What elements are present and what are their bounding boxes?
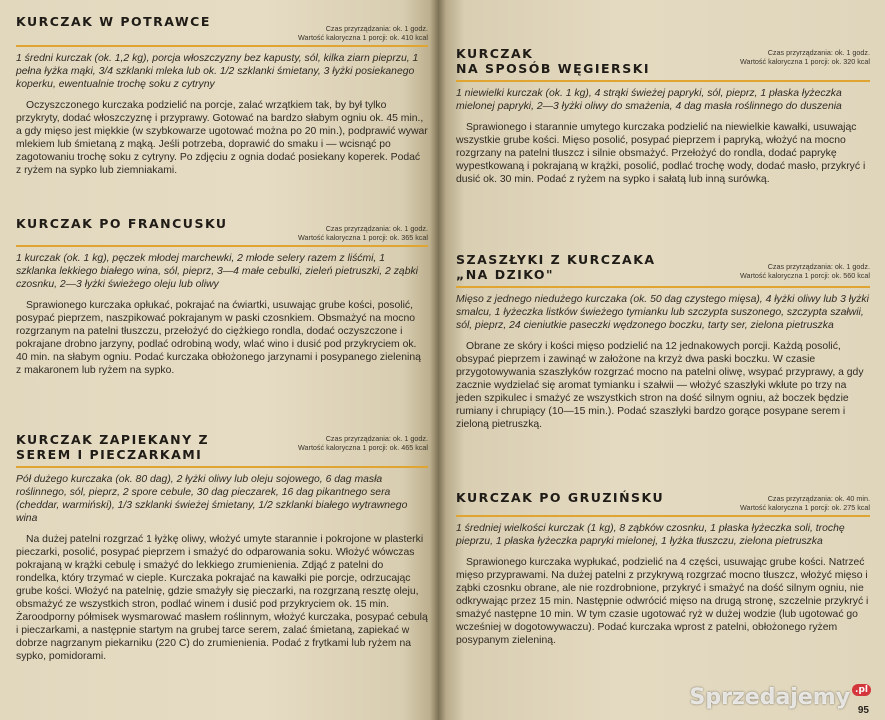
accent-rule [16, 45, 428, 47]
accent-rule [16, 245, 428, 247]
instructions: Oczyszczonego kurczaka podzielić na porcje, zalać wrzątkiem tak, by był tylko przykryty, dodać włoszczyznę i przyprawy. Gotować na bardzo słabym ogniu ok. 45 min., a gdy mięso jest miękkie (w szybkowarze ugotować można po 20 min.), podprawić wywar mlekiem lub śmietaną z mąką. Jeśli potrzeba, doprawić do smaku i — wcisnąć po zagotowaniu trochę soku z cytryny. Po zdjęciu z ognia dodać posiekany koperek. Podać z ryżem na sypko lub ziemniakami. [16, 100, 428, 176]
watermark-logo: Sprzedajemy $^{.pl}$ [690, 685, 871, 710]
recipe-meta: Czas przyrządzania: ok. 1 godz. Wartość kaloryczna 1 porcji: ok. 410 kcal [298, 24, 428, 42]
recipe-meta: Czas przyrządzania: ok. 1 godz. Wartość kaloryczna 1 porcji: ok. 320 kcal [740, 48, 870, 66]
recipe-meta: Czas przyrządzania: ok. 1 godz. Wartość kaloryczna 1 porcji: ok. 465 kcal [298, 434, 428, 452]
recipe-kurczak-zapiekany [16, 432, 428, 663]
recipe-meta: Czas przyrządzania: ok. 1 godz. Wartość kaloryczna 1 porcji: ok. 560 kcal [740, 262, 870, 280]
recipe-title: KURCZAK NA SPOSÓB WĘGIERSKI [456, 46, 651, 76]
instructions: Sprawionego kurczaka opłukać, pokrajać na ćwiartki, usuwając grube kości, posolić, posypać pieprzem, naszpikować pokrajanym w paski czosnkiem. Obsmażyć na mocno rozgrzanym na patelni tłuszczu, przełożyć do ciężkiego rondla, dodać oczyszczone i pokrajane drobno jarzyny, podlać odrobiną wody, wlać wino i dusić pod przykryciem ok. 40 min. na słabym ogniu. Podać kurczaka obłożonego jarzynami i posypanego zieleniną z makaronem lub ryżem na sypko. [16, 300, 421, 376]
left-page [0, 0, 438, 720]
instructions: Na dużej patelni rozgrzać 1 łyżkę oliwy, włożyć umyte starannie i pokrojone w plasterki pieczarki, posolić, posypać pieprzem i smażyć do odparowania soku. Włożyć wówczas pokrajaną w krążki cebulę i smażyć do lekkiego zrumienienia. Zdjąć z patelni do rondelka, który trzymać w cieple. Kurczaka pokrajać na kawałki pie porcje, odrzucając grube kości. Włożyć na patelnię, gdzie smażyły się pieczarki, na rozgrzaną resztę oleju, obsmażyć ze wszystkich stron, podlać winem i dusić pod przykryciem ok. 15 min. Żaroodporny półmisek wysmarować masłem roślinnym, włożyć kurczaka, posypać cebulą i pieczarkami, a następnie startym na grubej tarce serem, zalać śmietaną, zapiekać w dobrze nagrzanym piekarniku (220 C) do zrumienienia. Podać z frytkami lub ryżem na sypko, pomidorami. [16, 534, 428, 662]
recipe-kurczak-na-sposob-wegierski [456, 46, 870, 186]
recipe-title: SZASZŁYKI Z KURCZAKA „NA DZIKO" [456, 252, 656, 282]
page-number: 95 [857, 705, 869, 716]
ingredients: Pół dużego kurczaka (ok. 80 dag), 2 łyżki oliwy lub oleju sojowego, 6 dag masła roślinnego, sól, pieprz, 2 spore cebule, 30 dag pieczarek, 16 dag pikantnego sera (cheddar, warmiński), 1/3 szklanki świeżej śmietany, 1/2 szklanki białego wytrawnego wina [16, 474, 408, 524]
ingredients: 1 średniej wielkości kurczak (1 kg), 8 ząbków czosnku, 1 płaska łyżeczka soli, trochę pieprzu, 1 płaska łyżeczka papryki mielonej, 1 łyżka tłuszczu, zielona pietruszka [456, 523, 845, 547]
recipe-title: KURCZAK PO GRUZIŃSKU [456, 490, 665, 505]
instructions: Sprawionego kurczaka wypłukać, podzielić na 4 części, usuwając grube kości. Natrzeć mięso przyprawami. Na dużej patelni z przykrywą rozgrzać mocno tłuszcz, włożyć mięso i ząbki czosnku obrane, ale nie rozdrobnione, przykryć i smażyć na dość silnym ogniu, nie odkrywając przez 15 min. Następnie odwrócić mięso na drugą stronę, szczelnie przykryć i smażyć następne 10 min. W tym czasie ugotować ryż w dużej wodzie (lub ugotować go wcześniej w dogotowywaczu). Podać kurczaka wprost z patelni, obłożonego ryżem posypanym zieleniną. [456, 557, 869, 646]
accent-rule [16, 466, 428, 468]
recipe-title: KURCZAK PO FRANCUSKU [16, 216, 228, 231]
recipe-kurczak-po-francusku [16, 216, 428, 377]
recipe-title: KURCZAK ZAPIEKANY Z SEREM I PIECZARKAMI [16, 432, 210, 462]
right-page [438, 0, 885, 720]
ingredients: Mięso z jednego niedużego kurczaka (ok. 50 dag czystego mięsa), 4 łyżki oliwy lub 3 łyżki smalcu, 1 łyżeczka listków świeżego tymianku lub szczypta suszonego, szczypta szałwii, sól, pieprz, 24 cieniutkie paseczki wędzonego boczku, tarty ser, zielona pietruszka [456, 294, 869, 331]
accent-rule [456, 515, 870, 517]
recipe-meta: Czas przyrządzania: ok. 1 godz. Wartość kaloryczna 1 porcji: ok. 365 kcal [298, 224, 428, 242]
book-gutter [430, 0, 446, 720]
instructions: Obrane ze skóry i kości mięso podzielić na 12 jednakowych porcji. Każdą posolić, obsypać pieprzem i zawinąć w założone na krzyż dwa paski boczku. W czasie przygotowywania szaszłyków rozgrzać mocno na patelni oliwę, wsypać przyprawy, a gdy zacznie wydzielać się aromat tymianku i szałwii — włożyć szaszłyki wkłute po trzy na jeden szpikulec i smażyć ze wszystkich stron na dość silnym ogniu, aż boczek będzie rumiany i chrupiący (10—15 min.). Podać szaszłyki bardzo gorące posypane serem i zieloną pietruszką. [456, 341, 864, 430]
ingredients: 1 kurczak (ok. 1 kg), pęczek młodej marchewki, 2 młode selery razem z liśćmi, 1 szklanka lekkiego białego wina, sól, pieprz, 3—4 małe cebulki, zieleń pietruszki, 2 ząbki czosnku, 2—3 łyżki świeżego oleju lub oliwy [16, 253, 418, 290]
ingredients: 1 niewielki kurczak (ok. 1 kg), 4 strąki świeżej papryki, sól, pieprz, 1 płaska łyżeczka mielonej papryki, 2—3 łyżki oliwy do smażenia, 4 dag masła roślinnego do duszenia [456, 88, 842, 112]
accent-rule [456, 80, 870, 82]
recipe-meta: Czas przyrządzania: ok. 40 min. Wartość kaloryczna 1 porcji: ok. 275 kcal [740, 494, 870, 512]
recipe-kurczak-w-potrawce [16, 14, 428, 177]
recipe-kurczak-po-gruzinsku [456, 490, 870, 647]
watermark-badge: .pl [852, 684, 871, 696]
accent-rule [456, 286, 870, 288]
recipe-szaszlyki-na-dziko [456, 252, 870, 431]
ingredients: 1 średni kurczak (ok. 1,2 kg), porcja włoszczyzny bez kapusty, sól, kilka ziarn pieprzu, 1 pełna łyżka mąki, 3/4 szklanki mleka lub ok. 1/2 szklanki śmietany, 3 łyżki posiekanego koperku, ewentualnie trochę soku z cytryny [16, 53, 419, 90]
recipe-title: KURCZAK W POTRAWCE [16, 14, 211, 29]
instructions: Sprawionego i starannie umytego kurczaka podzielić na niewielkie kawałki, usuwając wszystkie grube kości. Mięso posolić, posypać pieprzem i papryką, włożyć na mocno rozgrzany na patelni tłuszcz i silnie obsmażyć. Przełożyć do rondla, dodać paprykę wypestkowaną i pokrajaną w krążki, posolić, podlać trochę wody, dodać masło, przykryć i dusić ok. 30 min. Podać z ryżem na sypko i sałatą lub inną surówką. [456, 122, 866, 185]
